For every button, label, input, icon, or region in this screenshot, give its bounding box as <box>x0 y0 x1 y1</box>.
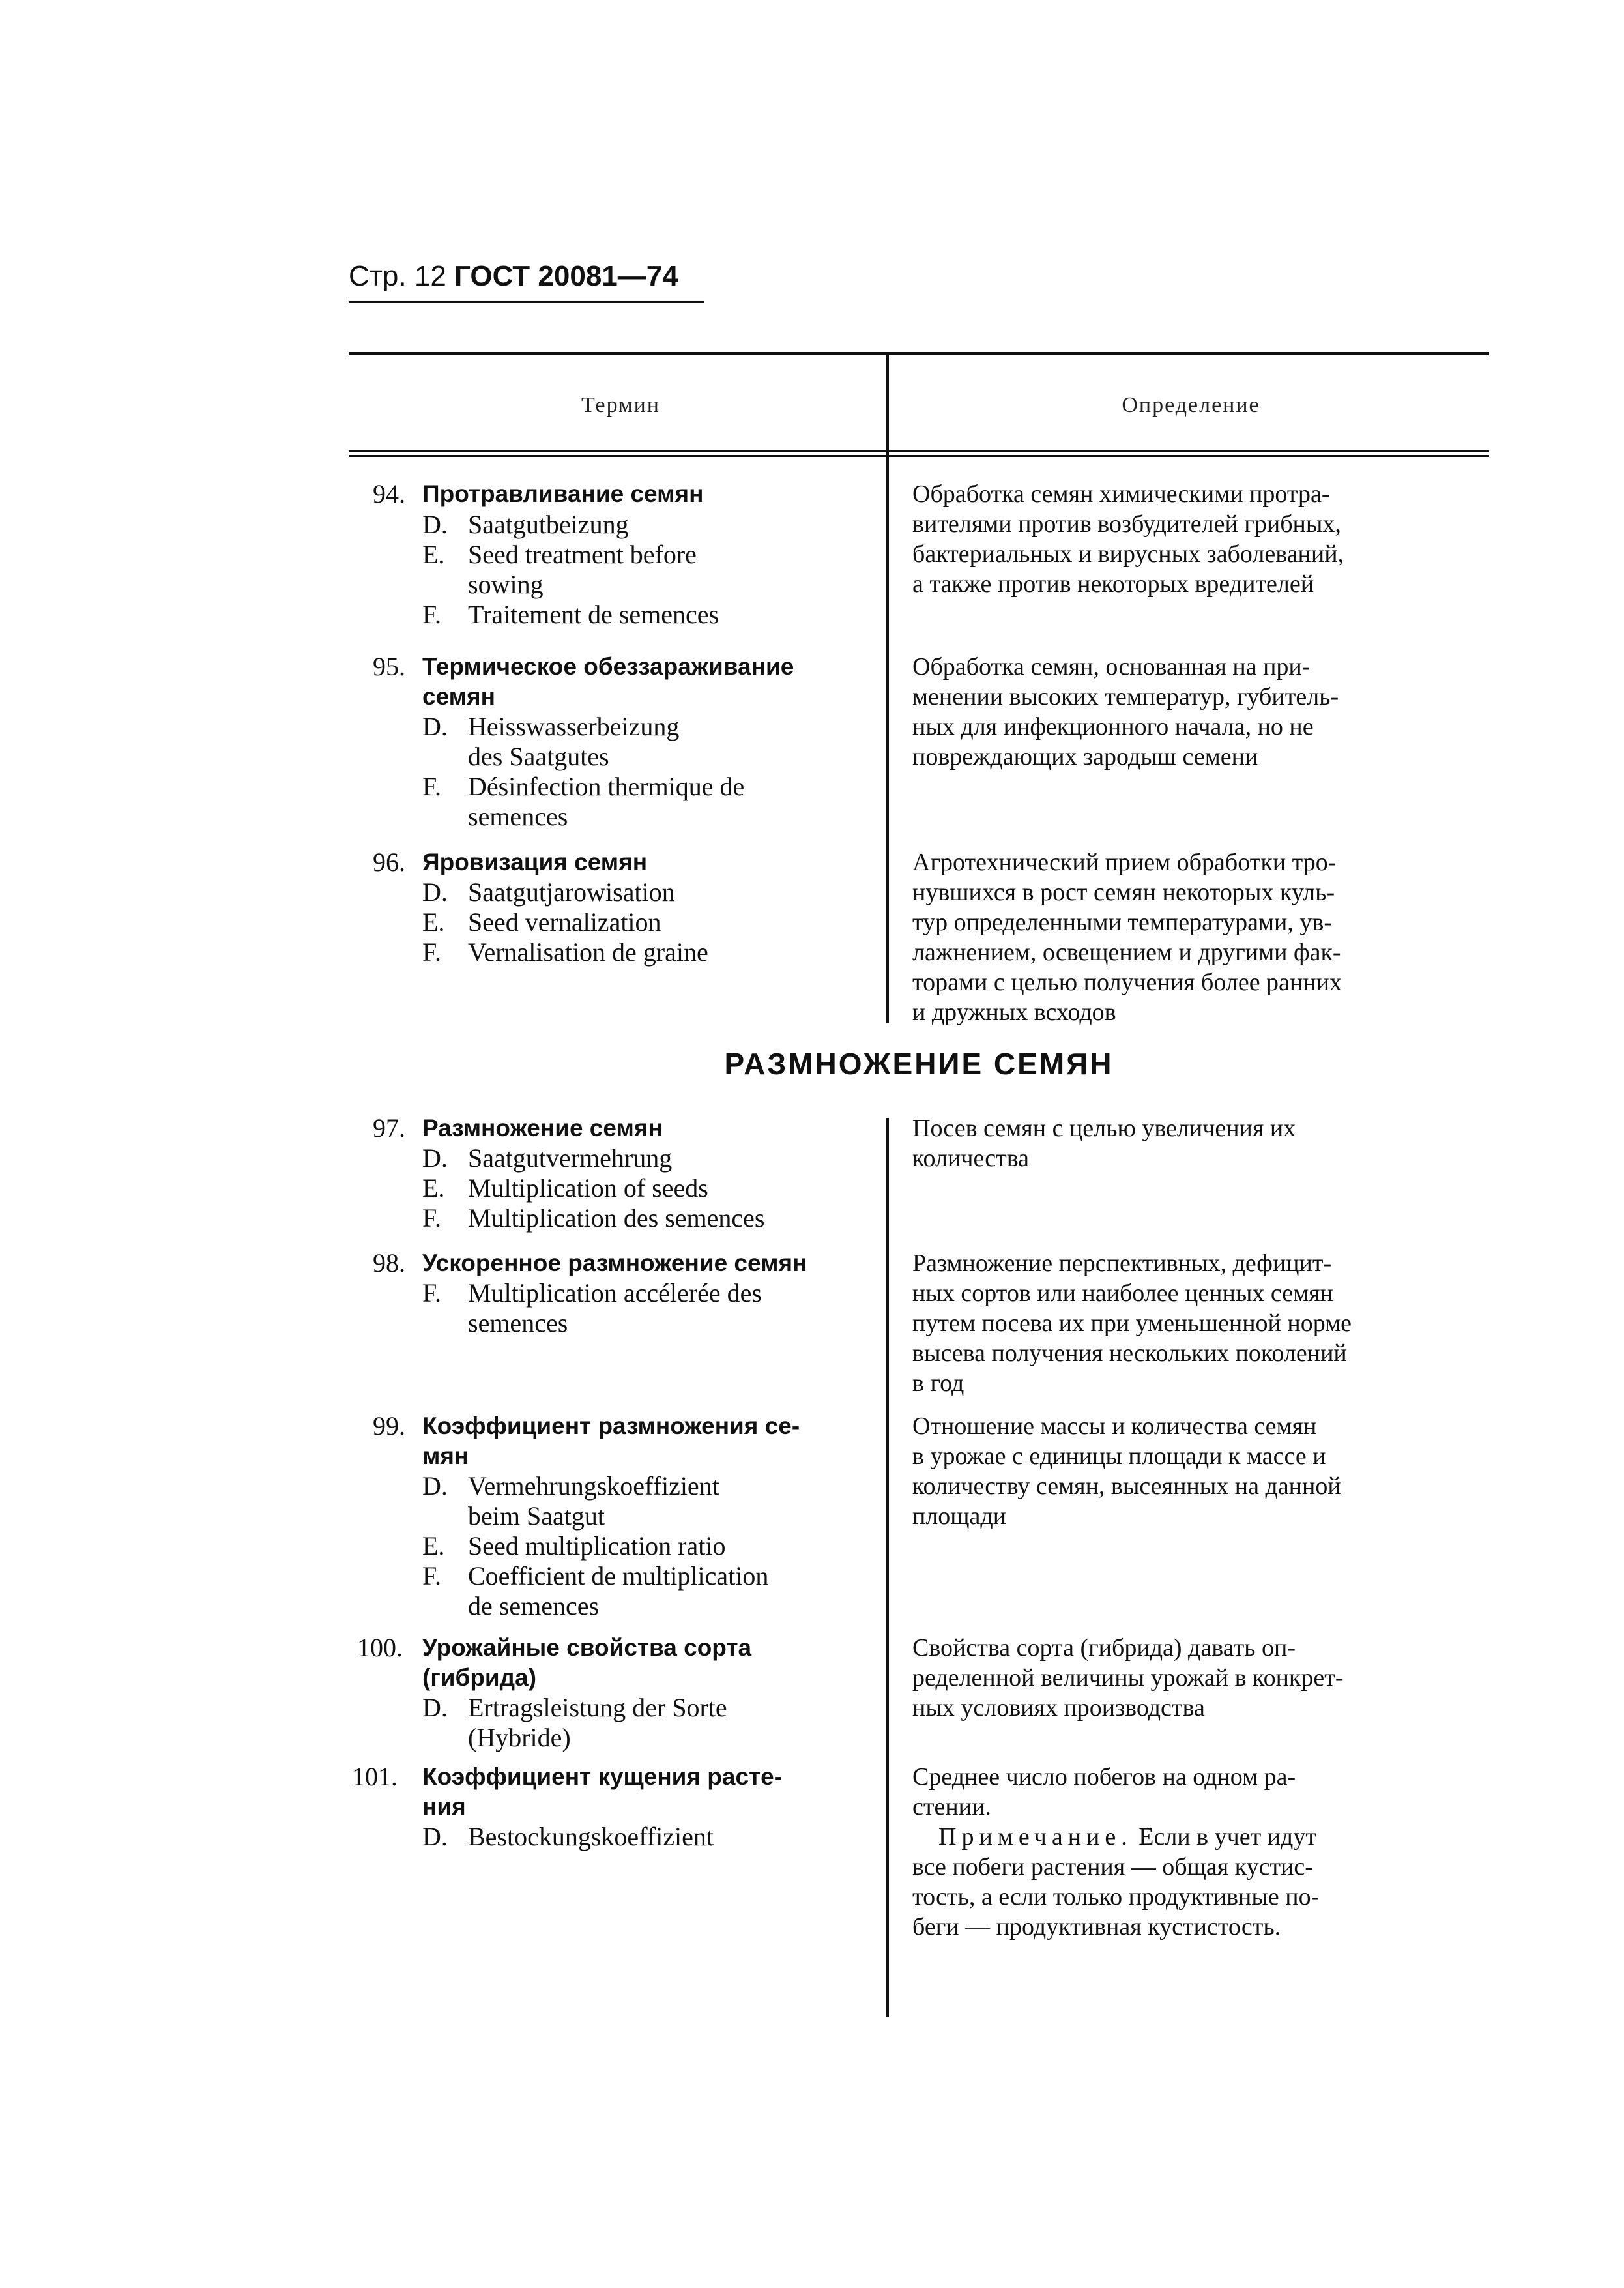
term-german: Saatgutjarowisation <box>468 877 675 907</box>
definition <box>912 1248 1492 1398</box>
term-number: 98. <box>373 1248 405 1278</box>
term-number: 97. <box>373 1113 405 1143</box>
definition-line: повреждающих зародыш семени <box>912 743 1258 770</box>
definition-line: Обработка семян химическими протра- <box>912 480 1330 508</box>
definition-line: менении высоких температур, губитель- <box>912 683 1339 711</box>
definition-line: Свойства сорта (гибрида) давать оп- <box>912 1634 1296 1662</box>
term-english: Seed multiplication ratio <box>468 1531 726 1561</box>
lang-code: F. <box>422 1561 442 1591</box>
definition-note-line <box>912 1822 1492 1852</box>
term-german: Saatgutvermehrung <box>468 1143 673 1173</box>
definition-line: Агротехнический прием обработки тро- <box>912 849 1337 876</box>
term-russian: Ускоренное размножение семян <box>422 1250 807 1276</box>
column-divider <box>886 1118 889 2017</box>
term-german: Vermehrungskoeffizient <box>468 1471 719 1501</box>
section-heading: РАЗМНОЖЕНИЕ СЕМЯН <box>724 1047 1114 1081</box>
term-russian: Яровизация семян <box>422 849 648 875</box>
lang-code: F. <box>422 600 442 629</box>
term-english: Multiplication of seeds <box>468 1173 708 1203</box>
definition-line: ределенной величины урожай в конкрет- <box>912 1664 1344 1692</box>
term-english-cont: sowing <box>468 570 544 599</box>
definition <box>912 1762 1492 1942</box>
definition <box>912 1113 1492 1173</box>
definition-line: площади <box>912 1503 1007 1530</box>
term-number: 101. <box>352 1762 398 1791</box>
term-german-cont: des Saatgutes <box>468 742 609 771</box>
term-russian: Коэффициент кущения расте- <box>422 1763 783 1790</box>
definition <box>912 847 1492 1027</box>
term-russian-cont: мян <box>422 1443 469 1469</box>
lang-code: D. <box>422 1822 448 1851</box>
term-number: 99. <box>373 1411 405 1441</box>
header-rule <box>349 301 704 303</box>
definition-line: ных сортов или наиболее ценных семян <box>912 1280 1333 1307</box>
standard-number: ГОСТ 20081—74 <box>454 260 678 292</box>
term-number: 96. <box>373 847 405 877</box>
lang-code: D. <box>422 1693 448 1722</box>
term-german: Saatgutbeizung <box>468 510 629 539</box>
definition-line: тур определенными температурами, ув- <box>912 909 1332 936</box>
page-number: Стр. 12 <box>349 260 446 292</box>
table-header-rule <box>349 450 1489 452</box>
table-header-rule-double <box>349 455 1489 457</box>
definition-line: Обработка семян, основанная на при- <box>912 653 1311 681</box>
definition-line: а также против некоторых вредителей <box>912 570 1314 598</box>
term-french: Désinfection thermique de <box>468 772 745 801</box>
term-russian: Термическое обеззараживание <box>422 653 794 680</box>
term-russian-cont: ния <box>422 1793 466 1820</box>
term-french: Coefficient de multiplication <box>468 1561 769 1591</box>
lang-code: D. <box>422 1143 448 1173</box>
lang-code: F. <box>422 772 442 801</box>
definition-line: высева получения нескольких поколений <box>912 1340 1347 1367</box>
term-german-cont: beim Saatgut <box>468 1501 605 1531</box>
definition-line: вителями против возбудителей грибных, <box>912 510 1341 538</box>
lang-code: D. <box>422 510 448 539</box>
term-french: Vernalisation de graine <box>468 937 708 967</box>
lang-code: E. <box>422 1531 445 1561</box>
definition-line: торами с целью получения более ранних <box>912 969 1342 996</box>
term-russian: Протравливание семян <box>422 480 704 507</box>
note-label: Примечание. <box>938 1823 1133 1851</box>
definition <box>912 1633 1492 1723</box>
term-english: Seed vernalization <box>468 907 661 937</box>
term-french: Traitement de semences <box>468 600 719 629</box>
term-number: 100. <box>357 1633 403 1662</box>
definition-line: путем посева их при уменьшенной норме <box>912 1310 1352 1337</box>
definition-line: и дружных всходов <box>912 999 1116 1026</box>
definition-line: бактериальных и вирусных заболеваний, <box>912 540 1344 568</box>
term-russian-cont: (гибрида) <box>422 1664 537 1691</box>
term-german: Ertragsleistung der Sorte <box>468 1693 727 1722</box>
column-divider <box>886 352 889 1023</box>
column-header-terms: Термин <box>581 393 660 417</box>
table-top-rule <box>349 352 1489 355</box>
definition-line: Среднее число побегов на одном ра- <box>912 1763 1296 1791</box>
definition-line: количеству семян, высеянных на данной <box>912 1473 1341 1500</box>
term-german: Heisswasserbeizung <box>468 712 680 741</box>
definition <box>912 652 1492 772</box>
definition-line: в урожае с единицы площади к массе и <box>912 1443 1326 1470</box>
lang-code: E. <box>422 540 445 569</box>
lang-code: F. <box>422 1278 442 1308</box>
term-number: 94. <box>373 479 405 508</box>
definition-line: нувшихся в рост семян некоторых куль- <box>912 879 1335 906</box>
lang-code: F. <box>422 937 442 967</box>
term-german-cont: (Hybride) <box>468 1723 571 1752</box>
definition-line: Размножение перспективных, дефицит- <box>912 1250 1332 1277</box>
definition-line: тость, а если только продуктивные по- <box>912 1883 1320 1911</box>
lang-code: D. <box>422 712 448 741</box>
definition-line: Посев семян с целью увеличения их <box>912 1115 1296 1142</box>
definition-line: все побеги растения — общая кустис- <box>912 1853 1313 1881</box>
term-russian: Урожайные свойства сорта <box>422 1634 752 1661</box>
lang-code: E. <box>422 907 445 937</box>
term-french-cont: semences <box>468 802 568 831</box>
definition <box>912 1411 1492 1531</box>
definition <box>912 479 1492 599</box>
lang-code: F. <box>422 1203 442 1233</box>
definition-line: стении. <box>912 1793 991 1821</box>
definition-line: лажнением, освещением и другими фак- <box>912 939 1341 966</box>
term-english: Seed treatment before <box>468 540 697 569</box>
term-number: 95. <box>373 652 405 681</box>
term-french: Multiplication des semences <box>468 1203 765 1233</box>
lang-code: D. <box>422 877 448 907</box>
definition-line: в год <box>912 1370 964 1397</box>
definition-line: беги — продуктивная кустистость. <box>912 1913 1281 1941</box>
term-french-cont: de semences <box>468 1591 600 1621</box>
definition-line: Отношение массы и количества семян <box>912 1413 1317 1440</box>
term-russian: Размножение семян <box>422 1115 663 1141</box>
term-russian: Коэффициент размножения се- <box>422 1413 800 1439</box>
term-french-cont: semences <box>468 1308 568 1338</box>
lang-code: D. <box>422 1471 448 1501</box>
definition-line: количества <box>912 1145 1030 1172</box>
definition-line: ных условиях производства <box>912 1694 1205 1722</box>
term-russian-cont: семян <box>422 683 495 710</box>
column-header-definition: Определение <box>1122 393 1260 417</box>
note-text: Если в учет идут <box>1138 1823 1316 1851</box>
page-header <box>349 259 704 293</box>
term-german: Bestockungskoeffizient <box>468 1822 714 1851</box>
term-french: Multiplication accélerée des <box>468 1278 762 1308</box>
definition-line: ных для инфекционного начала, но не <box>912 713 1314 741</box>
lang-code: E. <box>422 1173 445 1203</box>
